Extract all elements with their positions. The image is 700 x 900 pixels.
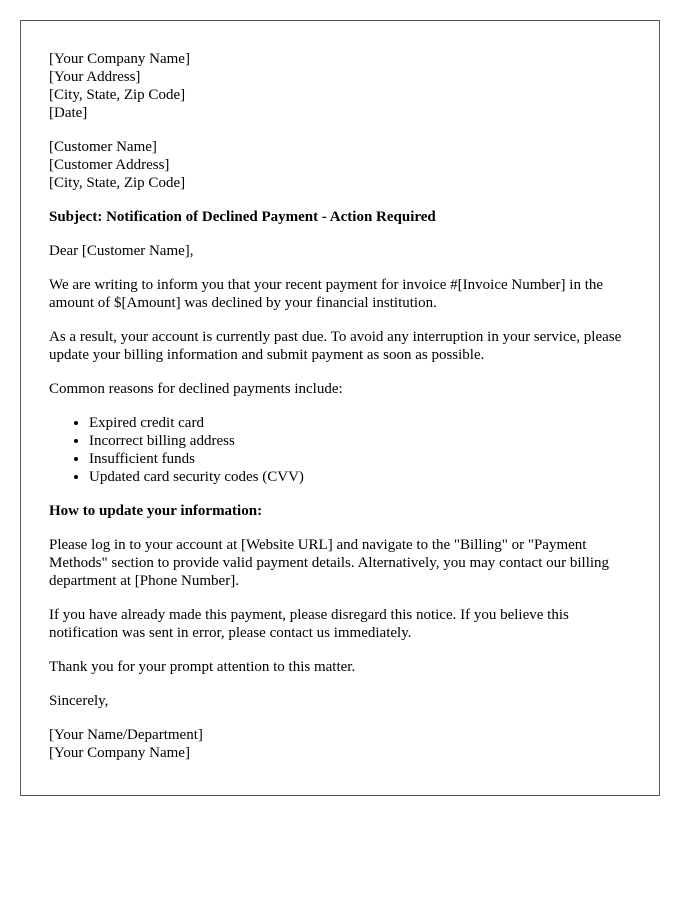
salutation: Dear [Customer Name],	[49, 243, 194, 259]
letter-date: [Date]	[49, 105, 88, 121]
paragraph-update-instructions: Please log in to your account at [Website URL] and navigate to the "Billing" or "Payment Methods" section to provide valid payment details. Alternatively, you may contact our billing department at [Phone Number].	[49, 537, 610, 589]
recipient-address: [Customer Address]	[49, 157, 170, 173]
recipient-name: [Customer Name]	[49, 139, 157, 155]
sender-company: [Your Company Name]	[49, 51, 190, 67]
list-item: • Insufficient funds	[89, 450, 631, 468]
sender-city-state-zip: [City, State, Zip Code]	[49, 87, 186, 103]
signature-block	[49, 726, 631, 762]
sender-address: [Your Address]	[49, 69, 141, 85]
sender-address-block	[49, 50, 631, 122]
subject-line: Subject: Notification of Declined Payment - Action Required	[49, 209, 436, 225]
recipient-address-block	[49, 138, 631, 192]
list-item: • Expired credit card	[89, 414, 631, 432]
paragraph-common-reasons-intro: Common reasons for declined payments include:	[49, 381, 343, 397]
paragraph-disregard-notice: If you have already made this payment, please disregard this notice. If you believe this notification was sent in error, please contact us immediately.	[49, 607, 569, 641]
list-item: • Updated card security codes (CVV)	[89, 468, 631, 486]
paragraph-past-due: As a result, your account is currently past due. To avoid any interruption in your service, please update your billing information and submit payment as soon as possible.	[49, 329, 622, 363]
paragraph-thank-you: Thank you for your prompt attention to this matter.	[49, 659, 356, 675]
closing: Sincerely,	[49, 693, 109, 709]
signature-company: [Your Company Name]	[49, 745, 190, 761]
recipient-city-state-zip: [City, State, Zip Code]	[49, 175, 186, 191]
letter-container	[20, 20, 660, 796]
list-item: • Incorrect billing address	[89, 432, 631, 450]
how-to-update-heading: How to update your information:	[49, 503, 263, 519]
signature-name: [Your Name/Department]	[49, 727, 203, 743]
paragraph-declined-notice: We are writing to inform you that your recent payment for invoice #[Invoice Number] in the amount of $[Amount] was declined by your financial institution.	[49, 277, 604, 311]
reasons-list	[49, 414, 631, 486]
